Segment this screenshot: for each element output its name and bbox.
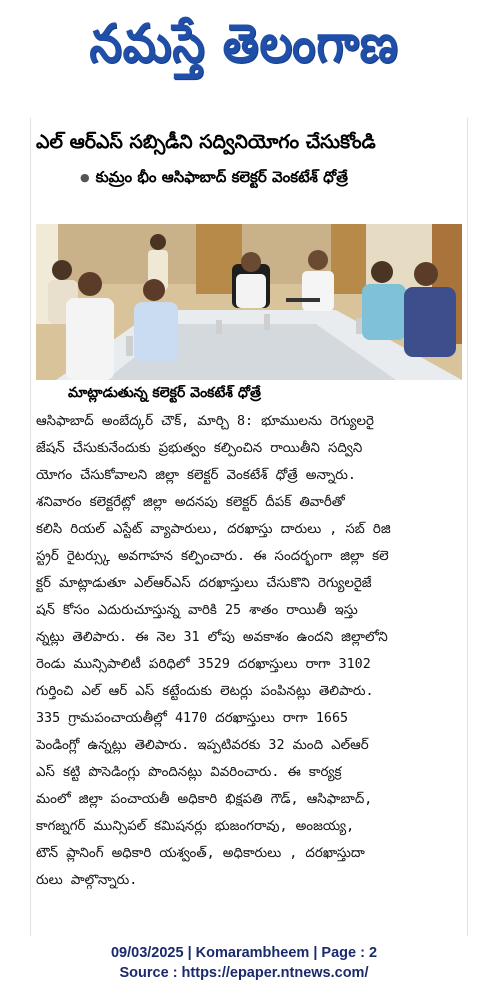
article-body-line: మంలో జిల్లా పంచాయతీ అధికారి భిక్షపతి గౌడ్, ఆసిఫాబాద్,: [36, 792, 373, 807]
article-body-line: షన్ కోసం ఎదురుచూస్తున్న వారికి 25 శాతం రాయితీ ఇస్తు: [36, 603, 358, 618]
newspaper-title: నమస్తే తెలంగాణ: [89, 11, 399, 75]
footer-source: Source : https://epaper.ntnews.com/: [119, 965, 369, 981]
article-body-line: స్ట్రర్ రైటర్స్కు అవగాహన కల్పించారు. ఈ సందర్భంగా జిల్లా కలె: [36, 549, 389, 564]
meeting-photo: [36, 224, 462, 380]
article-body-line: 335 గ్రామపంచాయతీల్లో 4170 దరఖాస్తులు రాగా 1665: [36, 711, 349, 726]
article-body-line: క్టర్ మాట్లాడుతూ ఎల్ఆర్ఎస్ దరఖాస్తులు చేసుకొని రెగ్యులరైజే: [36, 576, 372, 591]
article-body-line: జేషన్ చేసుకునేందుకు ప్రభుత్వం కల్పించిన రాయితీని సద్విని: [36, 441, 363, 456]
article-body-line: ఎస్ కట్టి పొసెడింగ్లు పొందినట్లు వివరించారు. ఈ కార్యక్ర: [36, 765, 342, 780]
article-body-line: రులు పాల్గొన్నారు.: [36, 873, 138, 888]
article-body-line: గుర్తించి ఎల్ ఆర్ ఎస్ కట్టేందుకు లెటర్లు పంపినట్లు తెలిపారు.: [36, 684, 374, 699]
article-body-line: కాగజ్నగర్ మున్సిపల్ కమిషనర్లు భుజంగరావు, అంజయ్య,: [36, 819, 355, 834]
photo-caption: మాట్లాడుతున్న కలెక్టర్ వెంకటేశ్ ధోత్రే: [68, 385, 261, 401]
masthead: [0, 10, 488, 76]
article-body-line: రెండు మున్సిపాలిటీ పరిధిలో 3529 దరఖాస్తులు రాగా 3102: [36, 657, 371, 672]
article-body-line: న్నట్లు తెలిపారు. ఈ నెల 31 లోపు అవకాశం ఉందని జిల్లాలోని: [36, 630, 388, 645]
footer-edition-info: 09/03/2025 | Komarambheem | Page : 2: [110, 945, 378, 961]
article-body-line: ఆసిఫాబాద్ అంబేద్కర్ చౌక్, మార్చి 8: భూములను రెగ్యులరై: [36, 414, 374, 429]
article-headline: ఎల్ ఆర్ఎస్ సబ్సిడీని సద్వినియోగం చేసుకోండి: [36, 131, 376, 153]
article-photo: [36, 224, 462, 380]
article-body: [36, 408, 464, 894]
article-subheading: [80, 166, 460, 189]
subheading-text: కుమ్రం భీం ఆసిఫాబాద్ కలెక్టర్ వెంకటేశ్ ధోత్రే: [95, 168, 348, 186]
article-body-line: పెండింగ్లో ఉన్నట్లు తెలిపారు. ఇప్పటివరకు 32 మంది ఎల్ఆర్: [36, 738, 369, 753]
article-body-line: కలిసి రియల్ ఎస్టేట్ వ్యాపారులు, దరఖాస్తు దారులు , సబ్ రిజి: [36, 522, 391, 537]
bullet-icon: ●: [80, 170, 90, 184]
article-body-line: యోగం చేసుకోవాలని జిల్లా కలెక్టర్ వెంకటేశ్ ధోత్రే అన్నారు.: [36, 468, 356, 483]
article-body-line: శనివారం కలెక్టరేట్లో జిల్లా అదనపు కలెక్టర్ దీపక్ తివారీతో: [36, 495, 345, 510]
page-footer: [0, 943, 488, 983]
article-body-line: టౌన్ ప్లానింగ్ అధికారి యశ్వంత్, అధికారులు , దరఖాస్తుదా: [36, 846, 365, 861]
